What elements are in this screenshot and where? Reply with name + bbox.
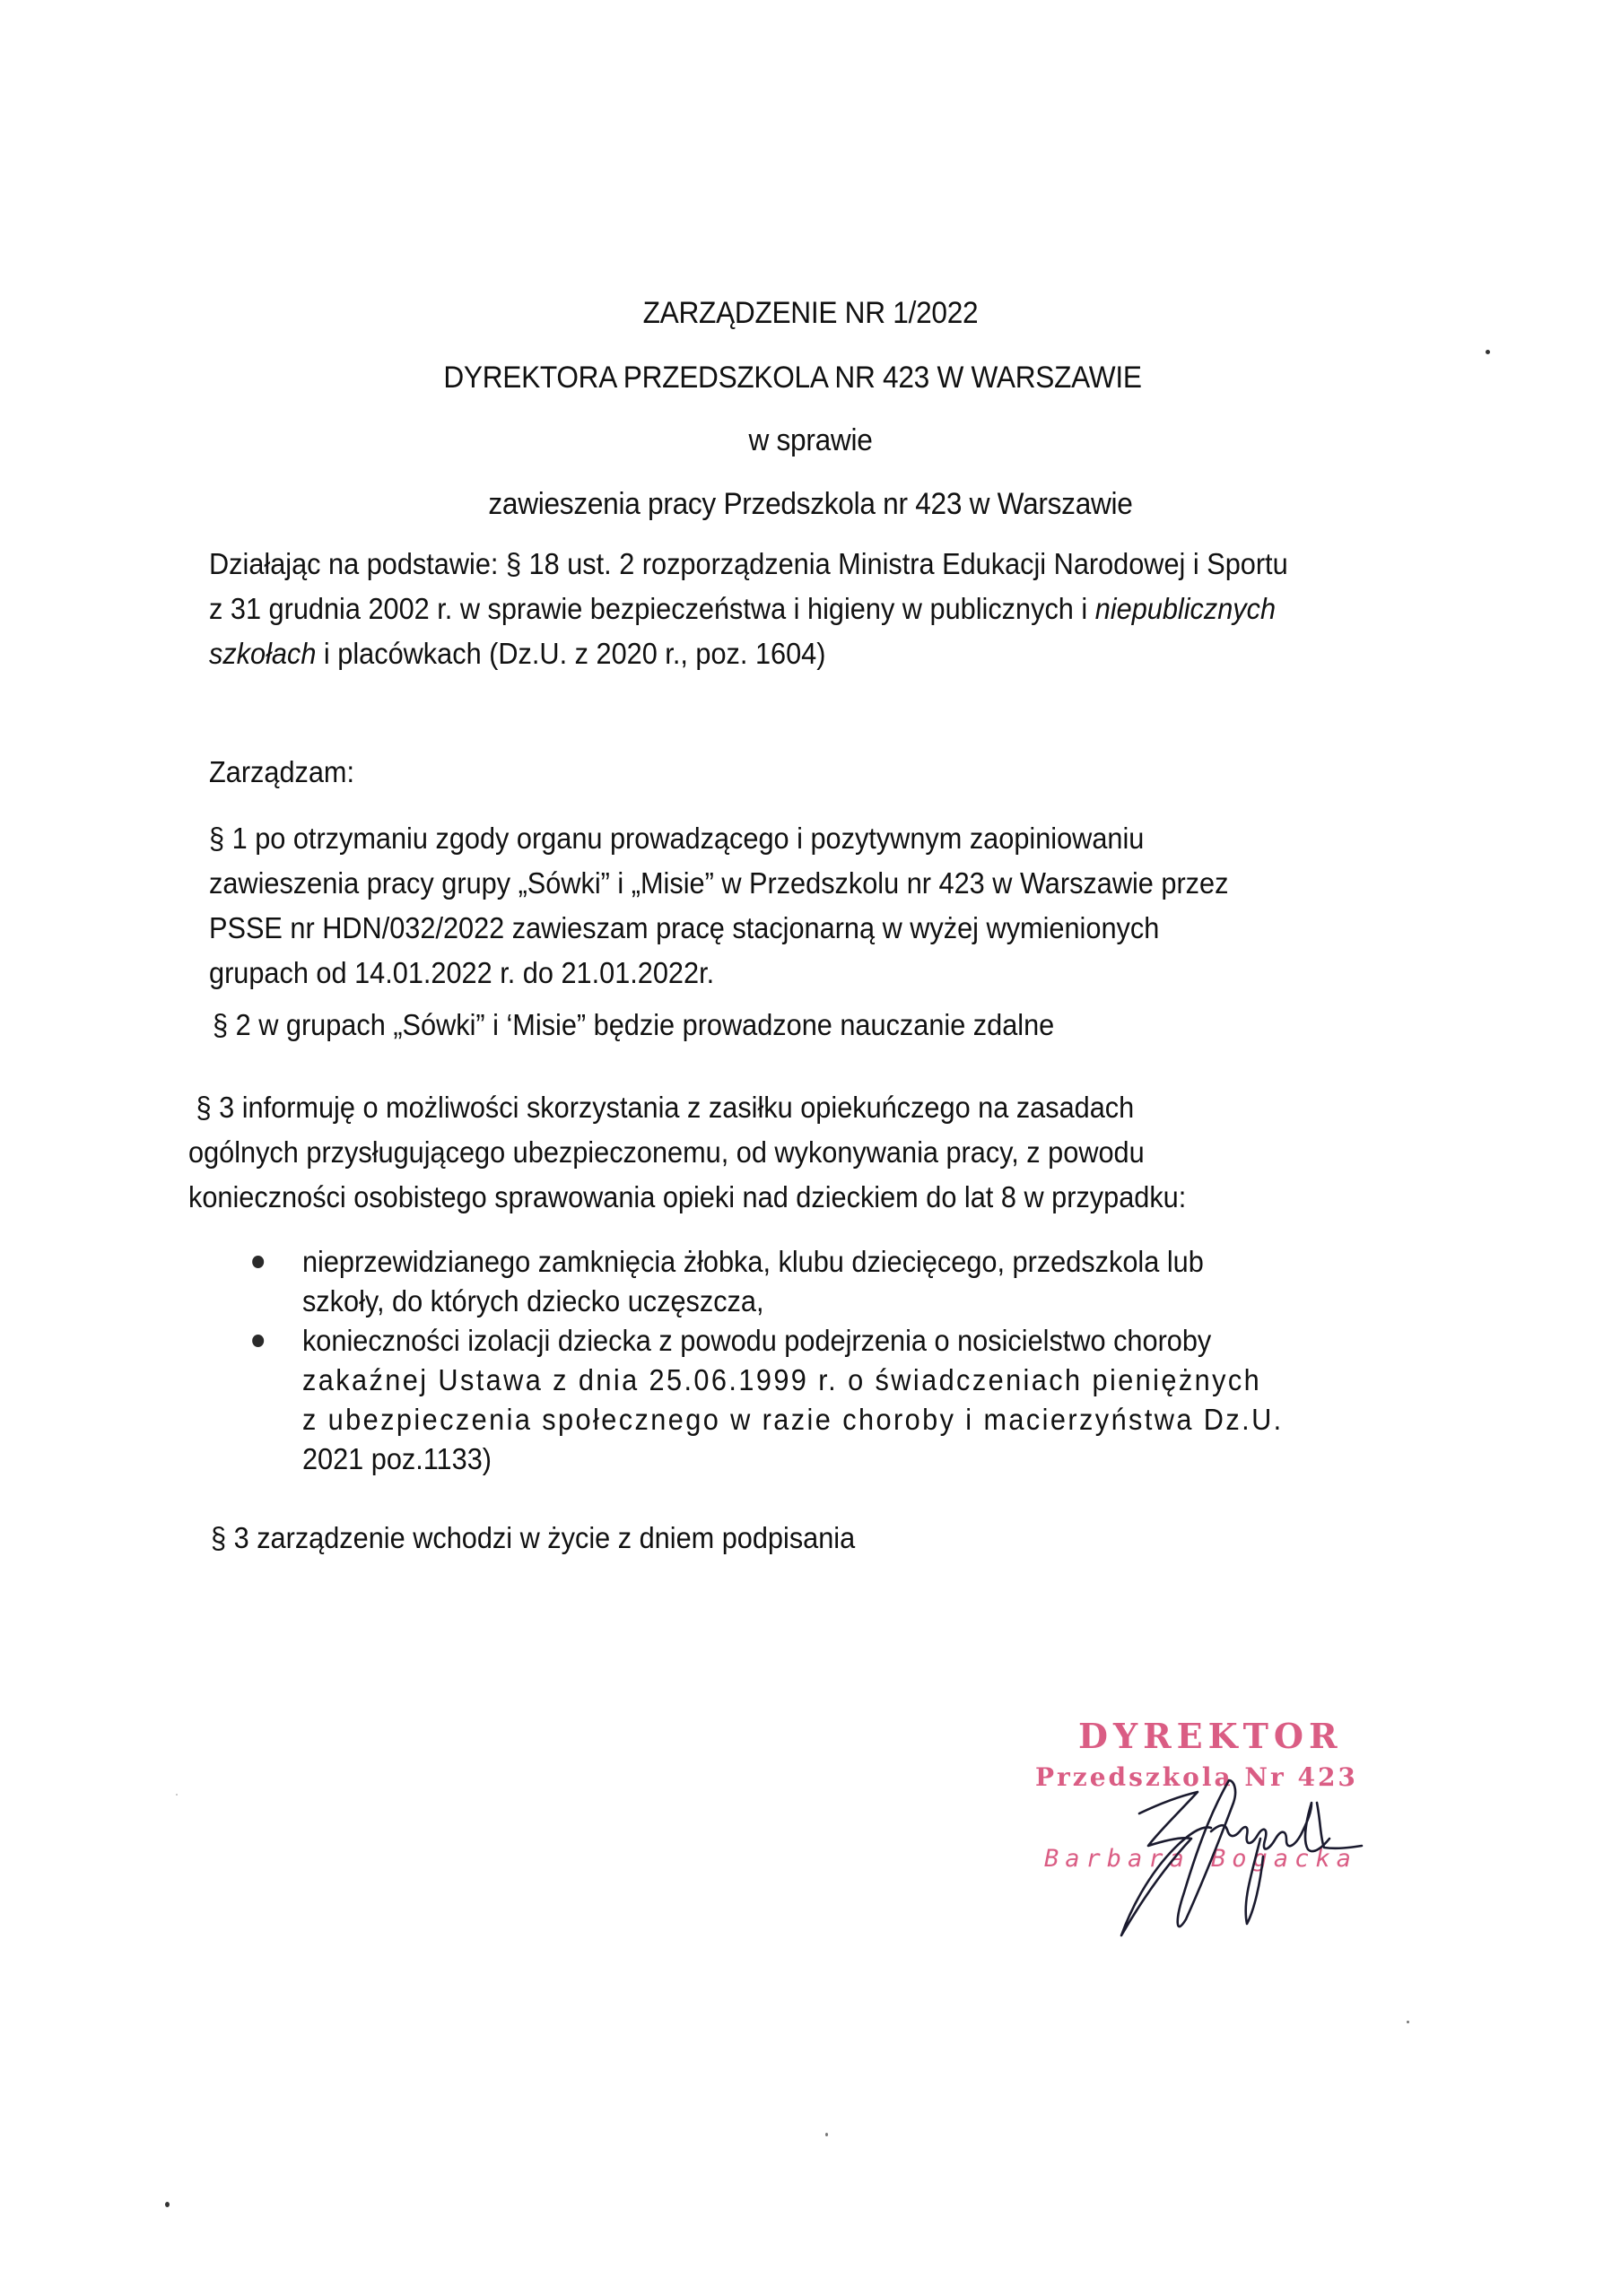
signature-stroke (1317, 1803, 1362, 1848)
list-item-line: nieprzewidzianego zamknięcia żłobka, klubu dziecięcego, przedszkola lub (301, 1245, 1204, 1278)
list-item-line: konieczności izolacji dziecka z powodu podejrzenia o nosicielstwo choroby (301, 1324, 1212, 1357)
list-item-line: z ubezpieczenia społecznego w razie choroby i macierzyństwa Dz.U. (301, 1403, 1284, 1436)
signature-stroke (1211, 1803, 1329, 1851)
document-subject: zawieszenia pracy Przedszkola nr 423 w Warszawie (488, 487, 1133, 521)
legal-basis-line: Działając na podstawie: § 18 ust. 2 rozporządzenia Ministra Edukacji Narodowej i Sportu (209, 547, 1288, 580)
section-1-line: grupach od 14.01.2022 r. do 21.01.2022r. (209, 956, 715, 989)
list-item (242, 1321, 1284, 1479)
scan-speck (165, 2202, 170, 2207)
stamp-name: Barbara Bogacka (1044, 1845, 1357, 1873)
conditions-list (242, 1242, 1284, 1479)
document-subject-label: w sprawie (748, 423, 873, 457)
legal-basis-italic: szkołach (209, 637, 317, 670)
legal-basis-text: z 31 grudnia 2002 r. w sprawie bezpieczeństwa i higieny w publicznych i (209, 592, 1095, 625)
document-issuer: DYREKTORA PRZEDSZKOLA NR 423 W WARSZAWIE (443, 361, 1142, 395)
bullet-icon (252, 1256, 264, 1268)
list-item (242, 1242, 1284, 1321)
order-intro: Zarządzam: (209, 755, 355, 788)
section-1 (209, 816, 1228, 996)
section-1-line: zawieszenia pracy grupy „Sówki” i „Misie” w Przedszkolu nr 423 w Warszawie przez (209, 866, 1229, 900)
section-1-line: § 1 po otrzymaniu zgody organu prowadzącego i pozytywnym zaopiniowaniu (209, 822, 1145, 855)
handwritten-signature (1076, 1776, 1364, 1946)
scan-speck (1486, 350, 1490, 354)
scan-speck (176, 1794, 178, 1796)
scan-speck (825, 2133, 828, 2136)
section-3 (188, 1085, 1186, 1220)
section-2: § 2 w grupach „Sówki” i ‘Misie” będzie prowadzone nauczanie zdalne (213, 1008, 1055, 1041)
signature-stroke (1121, 1792, 1211, 1935)
legal-basis-paragraph (209, 542, 1288, 676)
scan-speck (1407, 2021, 1409, 2023)
legal-basis-line (209, 587, 1288, 631)
stamp-title: DYREKTOR (1078, 1716, 1343, 1756)
document-title: ZARZĄDZENIE NR 1/2022 (642, 296, 979, 330)
section-3-line: § 3 informuję o możliwości skorzystania z zasiłku opiekuńczego na zasadach (188, 1091, 1135, 1124)
bullet-icon (252, 1335, 264, 1347)
legal-basis-italic: niepublicznych (1094, 592, 1277, 625)
signature-stroke (1246, 1839, 1263, 1924)
legal-basis-text: i placówkach (Dz.U. z 2020 r., poz. 1604) (316, 637, 826, 670)
list-item-line: zakaźnej Ustawa z dnia 25.06.1999 r. o świadczeniach pieniężnych (301, 1363, 1262, 1396)
section-3-line: ogólnych przysługującego ubezpieczonemu, od wykonywania pracy, z powodu (188, 1135, 1145, 1169)
legal-basis-line (209, 631, 1288, 676)
signature-stroke (1178, 1780, 1235, 1926)
list-item-line: 2021 poz.1133) (301, 1442, 492, 1475)
stamp-institution: Przedszkola Nr 423 (1035, 1762, 1358, 1792)
section-3-line: konieczności osobistego sprawowania opieki nad dzieckiem do lat 8 w przypadku: (188, 1180, 1187, 1213)
section-1-line: PSSE nr HDN/032/2022 zawieszam pracę stacjonarną w wyżej wymienionych (209, 911, 1160, 944)
list-item-line: szkoły, do których dziecko uczęszcza, (301, 1284, 764, 1318)
section-final: § 3 zarządzenie wchodzi w życie z dniem podpisania (211, 1521, 856, 1554)
